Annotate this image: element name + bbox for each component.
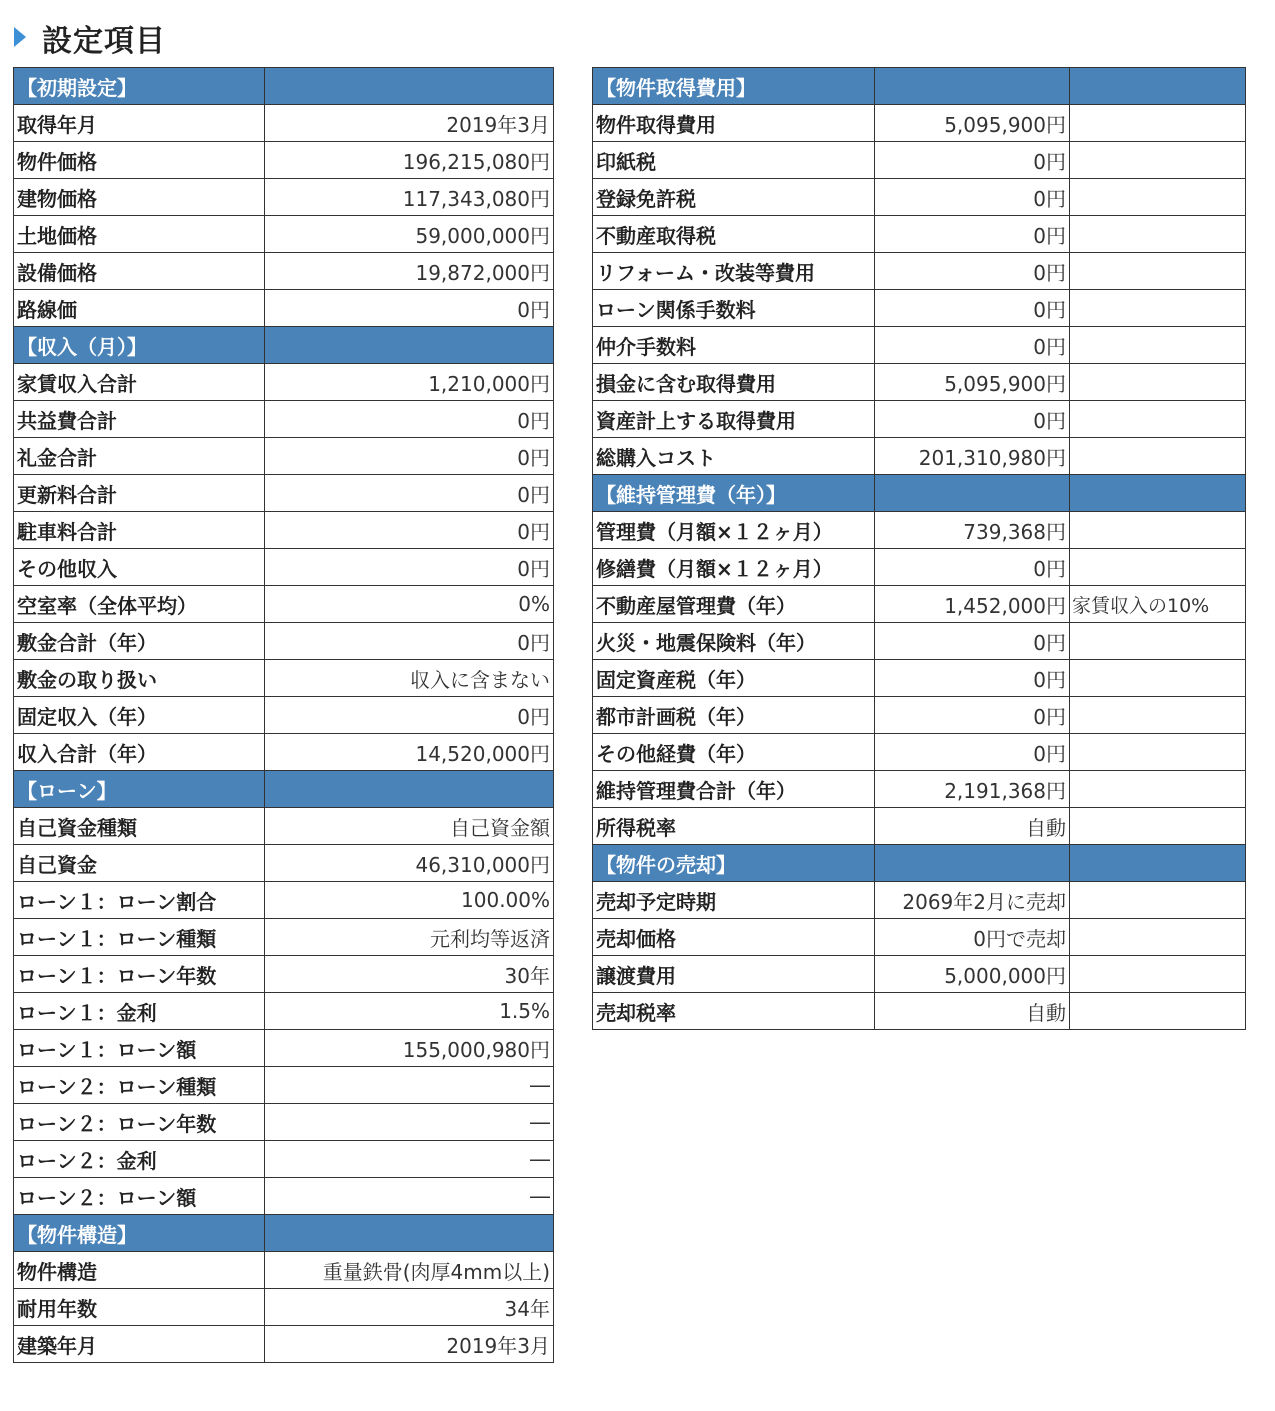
row-label: 売却予定時期	[593, 882, 875, 919]
table-row	[593, 105, 1246, 142]
row-label: 修繕費（月額×１２ヶ月）	[593, 549, 875, 586]
row-value: 2019年3月	[265, 105, 554, 142]
row-label: 所得税率	[593, 808, 875, 845]
row-label: 空室率（全体平均）	[14, 586, 265, 623]
row-label: 資産計上する取得費用	[593, 401, 875, 438]
row-note	[1070, 364, 1246, 401]
row-label: ローン関係手数料	[593, 290, 875, 327]
row-note	[1070, 623, 1246, 660]
row-value: 0円	[265, 697, 554, 734]
row-value: 0円	[875, 549, 1070, 586]
row-value: 0円	[875, 142, 1070, 179]
row-label: ローン１：ローン額	[14, 1030, 265, 1067]
section-header-empty-cell	[265, 68, 554, 105]
row-value: 0円で売却	[875, 919, 1070, 956]
section-header-label: 【初期設定】	[14, 68, 265, 105]
row-label: 仲介手数料	[593, 327, 875, 364]
row-note	[1070, 142, 1246, 179]
row-value: 2069年2月に売却	[875, 882, 1070, 919]
row-value: 196,215,080円	[265, 142, 554, 179]
row-note	[1070, 327, 1246, 364]
table-row	[14, 845, 554, 882]
row-value: 739,368円	[875, 512, 1070, 549]
table-row	[593, 549, 1246, 586]
row-label: 建物価格	[14, 179, 265, 216]
settings-table-right-body	[593, 68, 1246, 1030]
section-header-label: 【ローン】	[14, 771, 265, 808]
table-row	[14, 697, 554, 734]
row-value: 19,872,000円	[265, 253, 554, 290]
row-label: 敷金合計（年）	[14, 623, 265, 660]
section-header-empty-cell	[1070, 845, 1246, 882]
row-note	[1070, 808, 1246, 845]
row-note	[1070, 512, 1246, 549]
table-row	[593, 216, 1246, 253]
row-value: 14,520,000円	[265, 734, 554, 771]
table-row	[14, 216, 554, 253]
row-label: ローン１：ローン種類	[14, 919, 265, 956]
row-note	[1070, 216, 1246, 253]
row-value: 59,000,000円	[265, 216, 554, 253]
row-value: 1.5%	[265, 993, 554, 1030]
row-label: 印紙税	[593, 142, 875, 179]
row-note	[1070, 771, 1246, 808]
row-label: 物件構造	[14, 1252, 265, 1289]
row-label: 収入合計（年）	[14, 734, 265, 771]
row-label: 火災・地震保険料（年）	[593, 623, 875, 660]
row-label: 土地価格	[14, 216, 265, 253]
table-row	[14, 1030, 554, 1067]
table-row	[593, 919, 1246, 956]
table-row	[14, 586, 554, 623]
table-row	[14, 1178, 554, 1215]
row-value: 5,095,900円	[875, 105, 1070, 142]
section-header-row	[593, 68, 1246, 105]
table-row	[14, 438, 554, 475]
table-row	[593, 586, 1246, 623]
row-note	[1070, 919, 1246, 956]
section-header-row	[14, 327, 554, 364]
row-value: 1,210,000円	[265, 364, 554, 401]
section-header-label: 【収入（月）】	[14, 327, 265, 364]
row-value: 1,452,000円	[875, 586, 1070, 623]
section-header-row	[14, 1215, 554, 1252]
table-row	[593, 290, 1246, 327]
row-value: 0円	[875, 697, 1070, 734]
row-note	[1070, 438, 1246, 475]
table-row	[14, 1252, 554, 1289]
table-row	[593, 327, 1246, 364]
row-label: 登録免許税	[593, 179, 875, 216]
row-note	[1070, 401, 1246, 438]
row-label: 共益費合計	[14, 401, 265, 438]
row-value: ―	[265, 1067, 554, 1104]
row-label: 自己資金種類	[14, 808, 265, 845]
row-value: 収入に含まない	[265, 660, 554, 697]
table-row	[593, 771, 1246, 808]
table-row	[14, 808, 554, 845]
section-header-label: 【維持管理費（年）】	[593, 475, 875, 512]
page-title: 設定項目	[42, 24, 166, 59]
section-header-empty-cell	[265, 771, 554, 808]
row-label: 譲渡費用	[593, 956, 875, 993]
row-label: 建築年月	[14, 1326, 265, 1363]
section-header-label: 【物件の売却】	[593, 845, 875, 882]
row-value: 0円	[875, 179, 1070, 216]
section-header-row	[593, 475, 1246, 512]
table-row	[14, 253, 554, 290]
section-header-row	[593, 845, 1246, 882]
section-header-empty-cell	[1070, 68, 1246, 105]
section-header-label: 【物件取得費用】	[593, 68, 875, 105]
row-value: 0円	[875, 290, 1070, 327]
row-label: 自己資金	[14, 845, 265, 882]
page-header	[14, 16, 166, 60]
row-value: 46,310,000円	[265, 845, 554, 882]
row-value: 0円	[875, 216, 1070, 253]
row-value: 自己資金額	[265, 808, 554, 845]
settings-table-left-body	[14, 68, 554, 1363]
row-value: 0円	[875, 401, 1070, 438]
row-label: ローン１：ローン年数	[14, 956, 265, 993]
table-row	[593, 142, 1246, 179]
row-value: 0円	[265, 401, 554, 438]
table-row	[593, 512, 1246, 549]
row-note	[1070, 882, 1246, 919]
table-row	[14, 364, 554, 401]
row-value: 自動	[875, 808, 1070, 845]
row-label: 管理費（月額×１２ヶ月）	[593, 512, 875, 549]
table-row	[14, 142, 554, 179]
table-row	[14, 1141, 554, 1178]
row-label: 売却価格	[593, 919, 875, 956]
table-row	[593, 956, 1246, 993]
table-row	[593, 623, 1246, 660]
row-label: その他経費（年）	[593, 734, 875, 771]
row-label: ローン２：金利	[14, 1141, 265, 1178]
row-value: 0円	[265, 438, 554, 475]
table-row	[14, 882, 554, 919]
table-row	[14, 623, 554, 660]
row-label: 更新料合計	[14, 475, 265, 512]
table-row	[14, 512, 554, 549]
row-value: 155,000,980円	[265, 1030, 554, 1067]
table-row	[14, 401, 554, 438]
row-label: 設備価格	[14, 253, 265, 290]
row-label: 礼金合計	[14, 438, 265, 475]
row-value: 0円	[875, 327, 1070, 364]
row-label: 総購入コスト	[593, 438, 875, 475]
row-value: 自動	[875, 993, 1070, 1030]
row-value: 2019年3月	[265, 1326, 554, 1363]
table-row	[593, 364, 1246, 401]
table-row	[14, 290, 554, 327]
settings-table-right	[592, 67, 1246, 1030]
row-note	[1070, 290, 1246, 327]
row-value: 5,000,000円	[875, 956, 1070, 993]
table-row	[14, 1104, 554, 1141]
row-value: 0円	[265, 290, 554, 327]
table-row	[14, 1067, 554, 1104]
row-value: 30年	[265, 956, 554, 993]
row-label: 家賃収入合計	[14, 364, 265, 401]
row-label: 都市計画税（年）	[593, 697, 875, 734]
table-row	[593, 808, 1246, 845]
row-value: ―	[265, 1104, 554, 1141]
row-label: その他収入	[14, 549, 265, 586]
table-row	[14, 734, 554, 771]
section-header-empty-cell	[875, 475, 1070, 512]
row-label: 取得年月	[14, 105, 265, 142]
row-value: 0円	[875, 253, 1070, 290]
row-label: 物件価格	[14, 142, 265, 179]
row-value: 重量鉄骨(肉厚4mm以上)	[265, 1252, 554, 1289]
row-value: ―	[265, 1141, 554, 1178]
table-row	[14, 1326, 554, 1363]
table-row	[593, 438, 1246, 475]
table-row	[593, 993, 1246, 1030]
table-row	[14, 549, 554, 586]
row-note	[1070, 179, 1246, 216]
table-row	[593, 734, 1246, 771]
row-label: 耐用年数	[14, 1289, 265, 1326]
table-row	[593, 253, 1246, 290]
table-row	[14, 105, 554, 142]
row-value: ―	[265, 1178, 554, 1215]
row-note	[1070, 734, 1246, 771]
section-header-empty-cell	[875, 845, 1070, 882]
table-row	[14, 179, 554, 216]
row-value: 0%	[265, 586, 554, 623]
row-value: 元利均等返済	[265, 919, 554, 956]
table-row	[593, 882, 1246, 919]
row-value: 34年	[265, 1289, 554, 1326]
row-value: 0円	[265, 512, 554, 549]
row-note	[1070, 660, 1246, 697]
section-header-label: 【物件構造】	[14, 1215, 265, 1252]
row-label: ローン１：金利	[14, 993, 265, 1030]
row-note	[1070, 253, 1246, 290]
table-row	[593, 660, 1246, 697]
row-label: 敷金の取り扱い	[14, 660, 265, 697]
row-value: 201,310,980円	[875, 438, 1070, 475]
table-row	[14, 660, 554, 697]
row-label: 固定収入（年）	[14, 697, 265, 734]
section-header-empty-cell	[265, 327, 554, 364]
row-label: 駐車料合計	[14, 512, 265, 549]
triangle-right-icon	[14, 27, 26, 47]
row-label: 維持管理費合計（年）	[593, 771, 875, 808]
row-label: 固定資産税（年）	[593, 660, 875, 697]
row-label: 路線価	[14, 290, 265, 327]
row-label: 不動産取得税	[593, 216, 875, 253]
row-note	[1070, 956, 1246, 993]
section-header-row	[14, 68, 554, 105]
row-value: 5,095,900円	[875, 364, 1070, 401]
row-value: 117,343,080円	[265, 179, 554, 216]
row-note: 家賃収入の10%	[1070, 586, 1246, 623]
section-header-empty-cell	[1070, 475, 1246, 512]
table-row	[593, 401, 1246, 438]
row-value: 0円	[875, 623, 1070, 660]
row-value: 0円	[265, 549, 554, 586]
row-label: 不動産屋管理費（年）	[593, 586, 875, 623]
row-label: ローン２：ローン年数	[14, 1104, 265, 1141]
table-row	[14, 919, 554, 956]
row-label: ローン２：ローン種類	[14, 1067, 265, 1104]
row-value: 0円	[875, 660, 1070, 697]
section-header-empty-cell	[265, 1215, 554, 1252]
row-note	[1070, 697, 1246, 734]
row-label: 物件取得費用	[593, 105, 875, 142]
row-label: ローン２：ローン額	[14, 1178, 265, 1215]
section-header-row	[14, 771, 554, 808]
table-row	[14, 956, 554, 993]
row-label: 損金に含む取得費用	[593, 364, 875, 401]
row-value: 2,191,368円	[875, 771, 1070, 808]
row-value: 0円	[265, 475, 554, 512]
row-value: 0円	[875, 734, 1070, 771]
row-label: 売却税率	[593, 993, 875, 1030]
table-row	[14, 993, 554, 1030]
table-row	[593, 697, 1246, 734]
row-note	[1070, 105, 1246, 142]
row-label: ローン１：ローン割合	[14, 882, 265, 919]
table-row	[593, 179, 1246, 216]
table-row	[14, 475, 554, 512]
row-value: 100.00%	[265, 882, 554, 919]
settings-table-left	[13, 67, 554, 1363]
table-row	[14, 1289, 554, 1326]
row-value: 0円	[265, 623, 554, 660]
row-note	[1070, 549, 1246, 586]
section-header-empty-cell	[875, 68, 1070, 105]
row-note	[1070, 993, 1246, 1030]
row-label: リフォーム・改装等費用	[593, 253, 875, 290]
